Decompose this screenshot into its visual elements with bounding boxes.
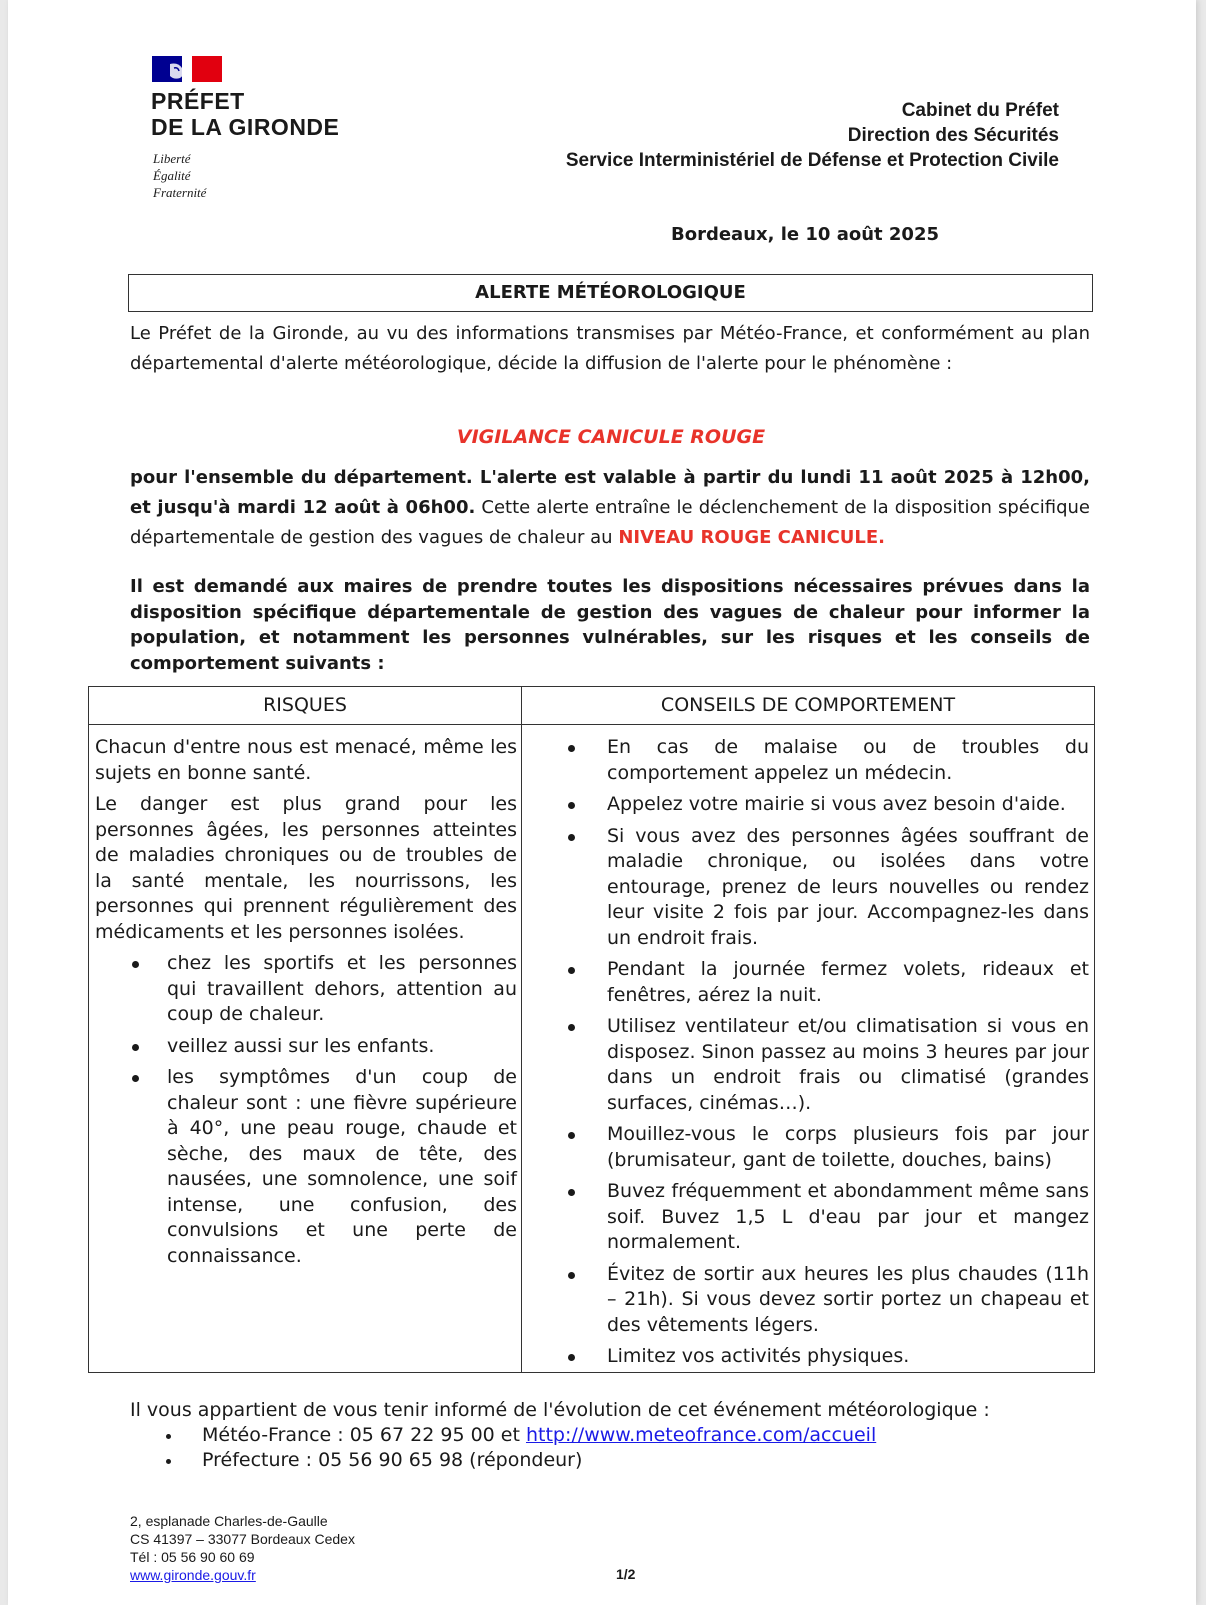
risks-paragraph-2: Le danger est plus grand pour les personnes âgées, les personnes atteintes de maladies chroniques ou de troubles de la santé mentale, les nourrissons, les personnes qui prennent régulièrement des médicaments et les personnes isolées. xyxy=(95,793,517,943)
address-line1: 2, esplanade Charles-de-Gaulle xyxy=(130,1513,328,1529)
issuer-line2: Direction des Sécurités xyxy=(847,125,1059,146)
advice-column-header: CONSEILS DE COMPORTEMENT xyxy=(660,694,956,716)
mayors-paragraph: Il est demandé aux maires de prendre toutes les dispositions nécessaires prévues dans la disposition spécifique départementale de gestion des vagues de chaleur pour informer la population, et notamment les personnes vulnérables, sur les risques et les conseils de comportement suivants : xyxy=(130,576,1090,674)
list-item: Buvez fréquemment et abondamment même sans soif. Buvez 1,5 L d'eau par jour et mangez normalement. xyxy=(529,1179,1089,1256)
list-item: Évitez de sortir aux heures les plus chaudes (11h – 21h). Si vous devez sortir portez un chapeau et des vêtements légers. xyxy=(529,1262,1089,1339)
prefet-title xyxy=(151,88,339,140)
issuer-line1: Cabinet du Préfet xyxy=(901,100,1059,121)
risks-paragraph-1: Chacun d'entre nous est menacé, même les sujets en bonne santé. xyxy=(95,736,517,784)
prefecture-phone: Préfecture : 05 56 90 65 98 (répondeur) xyxy=(202,1449,583,1471)
list-item: Utilisez ventilateur et/ou climatisation si vous en disposez. Sinon passez au moins 3 heures par jour dans un endroit frais ou climatisé (grandes surfaces, cinémas…). xyxy=(529,1014,1089,1116)
risks-column-header: RISQUES xyxy=(263,694,347,716)
risks-advice-table xyxy=(88,686,1095,1373)
address-phone: Tél : 05 56 90 60 69 xyxy=(130,1549,255,1565)
list-item: chez les sportifs et les personnes qui travaillent dehors, attention au coup de chaleur. xyxy=(95,951,517,1028)
intro-paragraph: Le Préfet de la Gironde, au vu des informations transmises par Météo-France, et conformément au plan départemental d'alerte météorologique, décide la diffusion de l'alerte pour le phénomène : xyxy=(130,323,1090,374)
list-item: Appelez votre mairie si vous avez besoin d'aide. xyxy=(529,792,1089,818)
validity-paragraph xyxy=(130,463,1090,553)
meteofrance-link[interactable]: http://www.meteofrance.com/accueil xyxy=(525,1424,877,1446)
document-page xyxy=(8,0,1196,1605)
prefecture-contact xyxy=(130,1448,990,1473)
validity-period: pour l'ensemble du département. L'alerte est valable à partir du lundi 11 août 2025 à 12h00, et jusqu'à mardi 12 août à 06h00. xyxy=(130,467,1090,518)
info-intro: Il vous appartient de vous tenir informé de l'évolution de cet événement météorologique : xyxy=(130,1399,990,1421)
validity-disposition: Cette alerte entraîne le déclenchement de la disposition spécifique départementale de gestion des vagues de chaleur au xyxy=(130,497,1090,548)
motto-fraternite: Fraternité xyxy=(153,185,207,200)
validity-level: NIVEAU ROUGE CANICULE. xyxy=(618,527,886,548)
meteo-contact xyxy=(130,1423,990,1448)
meteo-phone: Météo-France : 05 67 22 95 00 et xyxy=(202,1424,526,1446)
list-item: Mouillez-vous le corps plusieurs fois par jour (brumisateur, gant de toilette, douches, bains) xyxy=(529,1122,1089,1173)
alert-title: ALERTE MÉTÉOROLOGIQUE xyxy=(475,282,746,303)
vigilance-heading xyxy=(8,426,1206,448)
motto-liberte: Liberté xyxy=(153,151,191,166)
website-link[interactable]: www.gironde.gouv.fr xyxy=(130,1567,256,1583)
advice-list xyxy=(529,735,1089,1370)
document-date: Bordeaux, le 10 août 2025 xyxy=(671,224,939,245)
issuer-line3: Service Interministériel de Défense et Protection Civile xyxy=(565,150,1059,171)
list-item: Limitez vos activités physiques. xyxy=(529,1344,1089,1370)
contact-info xyxy=(130,1398,990,1473)
republic-motto xyxy=(153,150,206,201)
vigilance-level: CANICULE ROUGE xyxy=(577,426,766,448)
marianne-flag-logo xyxy=(152,56,222,82)
issuer-header xyxy=(566,98,1059,173)
advice-cell xyxy=(529,735,1089,1376)
page-number: 1/2 xyxy=(616,1566,636,1582)
list-item: Si vous avez des personnes âgées souffrant de maladie chronique, ou isolées dans votre entourage, prenez de leurs nouvelles ou rendez leur visite 2 fois par jour. Accompagnez-les dans un endroit frais. xyxy=(529,824,1089,952)
risks-cell xyxy=(95,735,517,1275)
motto-egalite: Égalité xyxy=(153,168,191,183)
postal-address xyxy=(130,1512,355,1584)
vigilance-label: VIGILANCE xyxy=(456,426,578,448)
list-item: Pendant la journée fermez volets, rideaux et fenêtres, aérez la nuit. xyxy=(529,957,1089,1008)
risks-list xyxy=(95,951,517,1269)
list-item: les symptômes d'un coup de chaleur sont : une fièvre supérieure à 40°, une peau rouge, chaude et sèche, des maux de tête, des nausées, une somnolence, une soif intense, une confusion, des convulsions et une perte de connaissance. xyxy=(95,1065,517,1269)
list-item: veillez aussi sur les enfants. xyxy=(95,1034,517,1060)
alert-title-box xyxy=(128,274,1093,312)
prefet-line2: DE LA GIRONDE xyxy=(151,114,340,140)
prefet-line1: PRÉFET xyxy=(151,88,245,114)
address-line2: CS 41397 – 33077 Bordeaux Cedex xyxy=(130,1531,355,1547)
list-item: En cas de malaise ou de troubles du comportement appelez un médecin. xyxy=(529,735,1089,786)
